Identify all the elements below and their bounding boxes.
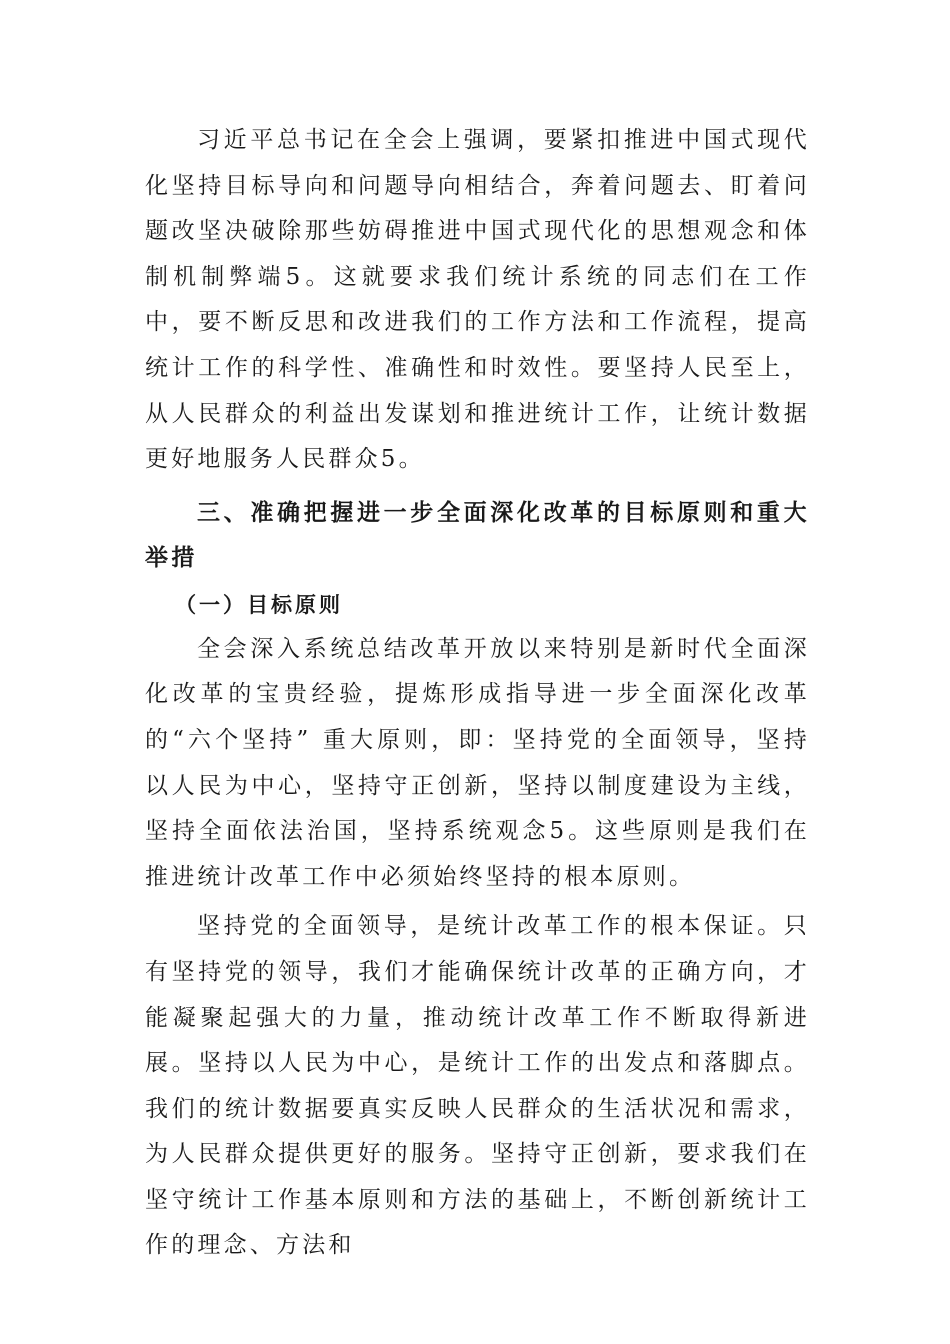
subsection-heading: （一）目标原则 <box>175 591 343 617</box>
paragraph-principles: 全会深入系统总结改革开放以来特别是新时代全面深化改革的宝贵经验，提炼形成指导进一步全面深化改革的“六个坚持” 重大原则，即：坚持党的全面领导，坚持以人民为中心，坚持守正创新，坚持以制度建设为主线，坚持全面依法治国，坚持系统观念5。这些原则是我们在推进统计改革工作中必须始终坚持的根本原则。 <box>145 635 810 890</box>
paragraph-party-leadership: 坚持党的全面领导，是统计改革工作的根本保证。只有坚持党的领导，我们才能确保统计改革的正确方向，才能凝聚起强大的力量，推动统计改革工作不断取得新进展。坚持以人民为中心，是统计工作的出发点和落脚点。我们的统计数据要真实反映人民群众的生活状况和需求，为人民群众提供更好的服务。坚持守正创新，要求我们在坚守统计工作基本原则和方法的基础上，不断创新统计工作的理念、方法和 <box>145 913 810 1259</box>
section-heading: 三、准确把握进一步全面深化改革的目标原则和重大举措 <box>145 499 810 571</box>
document-page <box>145 118 810 1269</box>
paragraph-intro: 习近平总书记在全会上强调，要紧扣推进中国式现代化坚持目标导向和问题导向相结合，奔着问题去、盯着问题改坚决破除那些妨碍推进中国式现代化的思想观念和体制机制弊端5。这就要求我们统计系统的同志们在工作中，要不断反思和改进我们的工作方法和工作流程，提高统计工作的科学性、准确性和时效性。要坚持人民至上，从人民群众的利益出发谋划和推进统计工作，让统计数据更好地服务人民群众5。 <box>145 127 810 473</box>
